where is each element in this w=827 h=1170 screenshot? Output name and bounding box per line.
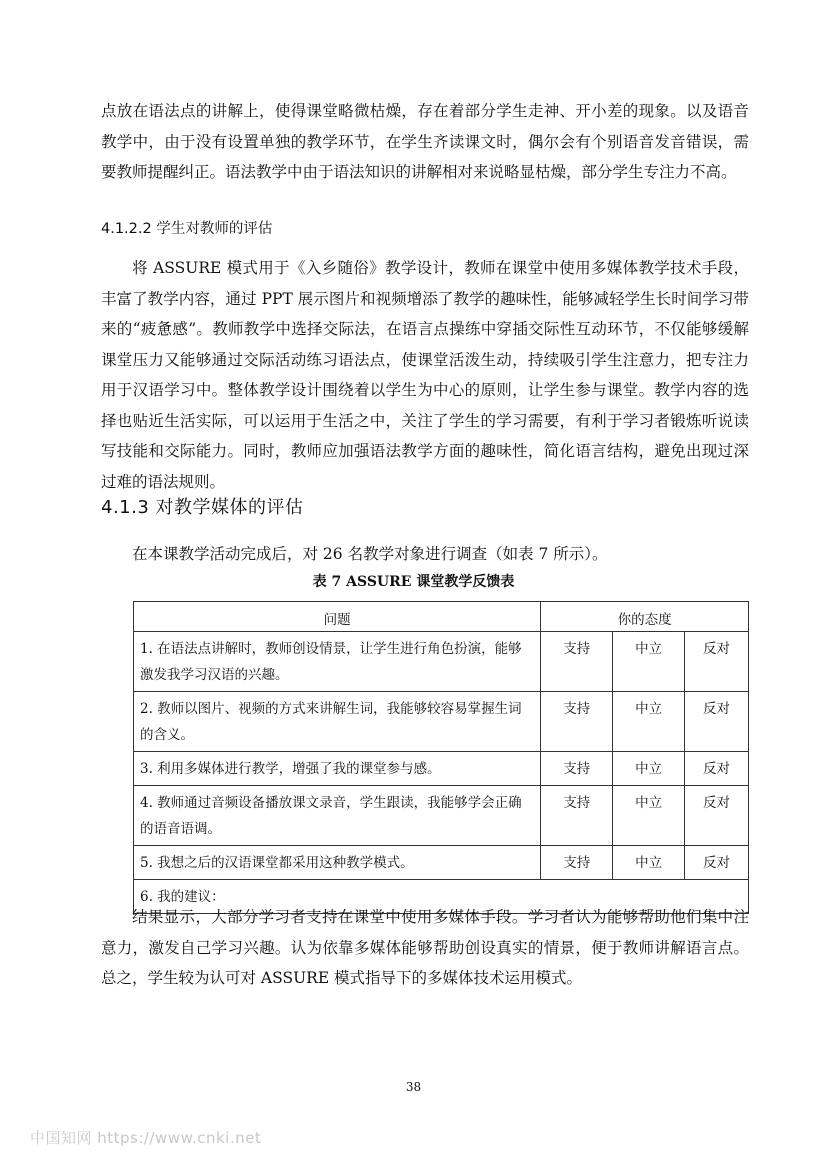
section-heading-4-1-3: 4.1.3 对教学媒体的评估 [101,497,304,518]
option-oppose: 反对 [685,752,749,786]
option-support: 支持 [541,752,613,786]
option-neutral: 中立 [613,786,685,846]
question-cell: 3. 利用多媒体进行教学，增强了我的课堂参与感。 [134,752,541,786]
question-cell: 1. 在语法点讲解时，教师创设情景，让学生进行角色扮演，能够激发我学习汉语的兴趣。 [134,632,541,692]
option-neutral: 中立 [613,752,685,786]
option-oppose: 反对 [685,786,749,846]
option-neutral: 中立 [613,632,685,692]
header-attitude: 你的态度 [541,602,749,632]
table-row [134,846,749,880]
option-oppose: 反对 [685,692,749,752]
header-question: 问题 [134,602,541,632]
option-support: 支持 [541,786,613,846]
option-support: 支持 [541,692,613,752]
option-neutral: 中立 [613,846,685,880]
suggestion-cell: 6. 我的建议： [134,880,749,914]
option-neutral: 中立 [613,692,685,752]
question-cell: 5. 我想之后的汉语课堂都采用这种教学模式。 [134,846,541,880]
cnki-watermark: 中国知网 https://www.cnki.net [30,1129,262,1147]
question-cell: 4. 教师通过音频设备播放课文录音，学生跟读，我能够学会正确的语音语调。 [134,786,541,846]
table-header-row [134,602,749,632]
feedback-table [133,601,749,914]
table-row [134,786,749,846]
option-oppose: 反对 [685,632,749,692]
table-row [134,752,749,786]
option-support: 支持 [541,846,613,880]
paragraph-results: 结果显示，大部分学习者支持在课堂中使用多媒体手段。学习者认为能够帮助他们集中注意力，激发自己学习兴趣。认为依靠多媒体能够帮助创设真实的情景，便于教师讲解语言点。总之，学生较为认可对 ASSURE 模式指导下的多媒体技术运用模式。 [101,908,749,987]
table-caption: 表 7 ASSURE 课堂教学反馈表 [312,574,515,590]
option-support: 支持 [541,632,613,692]
page-number: 38 [405,1080,422,1094]
paragraph-survey-intro: 在本课教学活动完成后，对 26 名教学对象进行调查（如表 7 所示）。 [132,545,608,563]
paragraph-continuation: 点放在语法点的讲解上，使得课堂略微枯燥，存在着部分学生走神、开小差的现象。以及语音教学中，由于没有设置单独的教学环节，在学生齐读课文时，偶尔会有个别语音发音错误，需要教师提醒纠正。语法教学中由于语法知识的讲解相对来说略显枯燥，部分学生专注力不高。 [101,102,749,181]
question-cell: 2. 教师以图片、视频的方式来讲解生词，我能够较容易掌握生词的含义。 [134,692,541,752]
table-row [134,632,749,692]
section-heading-4-1-2-2: 4.1.2.2 学生对教师的评估 [101,221,273,237]
paragraph-student-evaluation: 将 ASSURE 模式用于《入乡随俗》教学设计，教师在课堂中使用多媒体教学技术手段，丰富了教学内容，通过 PPT 展示图片和视频增添了教学的趣味性，能够减轻学生长时间学习带来的“疲惫感”。教师教学中选择交际法，在语言点操练中穿插交际性互动环节，不仅能够缓解课堂压力又能够通过交际活动练习语法点，使课堂活泼生动，持续吸引学生注意力，把专注力用于汉语学习中。整体教学设计围绕着以学生为中心的原则，让学生参与课堂。教学内容的选择也贴近生活实际，可以运用于生活之中，关注了学生的学习需要，有利于学习者锻炼听说读写技能和交际能力。同时，教师应加强语法教学方面的趣味性，简化语言结构，避免出现过深过难的语法规则。 [101,259,749,491]
option-oppose: 反对 [685,846,749,880]
table-row [134,692,749,752]
